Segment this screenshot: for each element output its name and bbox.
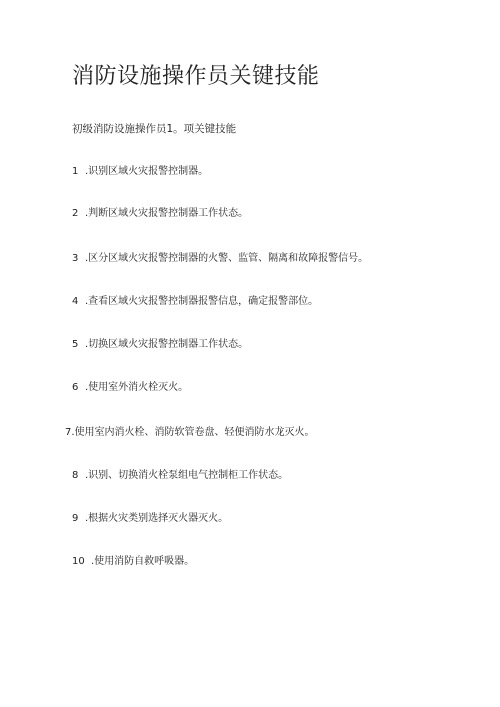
list-item bbox=[72, 511, 228, 527]
item-number: 3 bbox=[72, 253, 79, 264]
list-item bbox=[72, 164, 208, 180]
item-number: 1 bbox=[72, 166, 79, 177]
list-item bbox=[72, 337, 248, 353]
item-text: .判断区域火灾报警控制器工作状态。 bbox=[85, 208, 249, 219]
item-number: 9 bbox=[72, 513, 79, 524]
item-text: .识别、切换消火栓泵组电气控制柜工作状态。 bbox=[85, 470, 289, 481]
item-number: 2 bbox=[72, 208, 79, 219]
item-number: 6 bbox=[72, 382, 79, 393]
list-item bbox=[72, 251, 368, 267]
item-text: .查看区域火灾报警控制器报警信息，确定报警部位。 bbox=[85, 296, 319, 307]
item-number: 7 bbox=[65, 427, 72, 438]
item-text: .识别区域火灾报警控制器。 bbox=[85, 166, 209, 177]
list-item bbox=[72, 554, 194, 570]
item-number: 4 bbox=[72, 296, 79, 307]
item-text: .使用消防自救呼吸器。 bbox=[91, 556, 195, 567]
item-number: 5 bbox=[72, 339, 79, 350]
item-number: 8 bbox=[72, 470, 79, 481]
document-subtitle: 初级消防设施操作员1。项关键技能 bbox=[72, 123, 237, 135]
list-item bbox=[72, 380, 188, 396]
list-item bbox=[72, 468, 288, 484]
document-title: 消防设施操作员关键技能 bbox=[72, 64, 320, 89]
list-item bbox=[72, 294, 318, 310]
item-number: 10 bbox=[72, 556, 85, 567]
item-text: .切换区域火灾报警控制器工作状态。 bbox=[85, 339, 249, 350]
item-text: .使用室外消火栓灭火。 bbox=[85, 382, 189, 393]
list-item bbox=[72, 206, 248, 222]
item-text: .使用室内消火栓、消防软管卷盘、轻便消防水龙灭火。 bbox=[71, 427, 315, 438]
item-text: .根据火灾类别选择灭火器灭火。 bbox=[85, 513, 229, 524]
item-text: .区分区域火灾报警控制器的火警、监管、隔离和故障报警信号。 bbox=[85, 253, 369, 264]
list-item bbox=[65, 425, 315, 441]
